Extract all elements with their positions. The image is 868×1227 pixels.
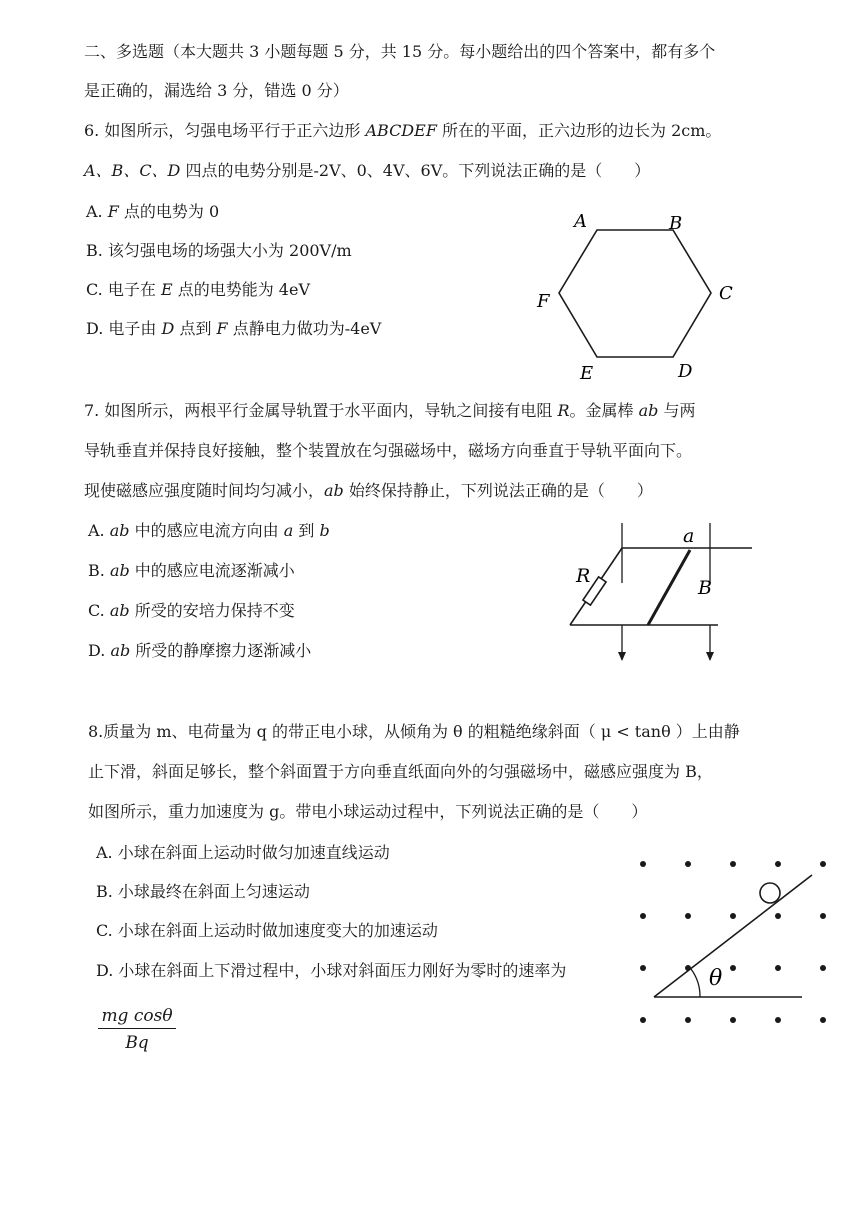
q8-answer-fraction: [98, 1006, 176, 1053]
label-a: A: [574, 211, 587, 232]
q6-stem-line1: 6. 如图所示，匀强电场平行于正六边形 ABCDEF 所在的平面，正六边形的边长为 2cm。: [84, 121, 722, 140]
fraction-numerator: mg cosθ: [98, 1006, 176, 1029]
q6-stem-line2: A、B、C、D 四点的电势分别是-2V、0、4V、6V。下列说法正确的是（ ）: [84, 161, 651, 180]
arrow-down-icon: [706, 652, 714, 661]
q7-rail-figure: [560, 515, 760, 665]
incline-surface: [654, 875, 812, 997]
q6-option-c: C. 电子在 E 点的电势能为 4eV: [86, 280, 311, 299]
section-title-line1: 二、多选题（本大题共 3 小题每题 5 分，共 15 分。每小题给出的四个答案中，都有多个: [84, 42, 716, 61]
label-theta: θ: [709, 966, 723, 991]
charged-ball: [760, 883, 780, 903]
metal-rod-ab: [648, 550, 690, 625]
label-b: B: [669, 213, 683, 234]
q8-option-a: A. 小球在斜面上运动时做匀加速直线运动: [96, 843, 390, 862]
fraction-denominator: Bq: [125, 1033, 149, 1053]
q8-stem-line3: 如图所示，重力加速度为 g。带电小球运动过程中，下列说法正确的是（ ）: [88, 802, 648, 821]
label-f: F: [537, 291, 550, 312]
label-e: E: [580, 363, 594, 384]
q8-option-d: D. 小球在斜面上下滑过程中，小球对斜面压力刚好为零时的速率为: [96, 961, 567, 980]
q8-stem-line2: 止下滑，斜面足够长，整个斜面置于方向垂直纸面向外的匀强磁场中，磁感应强度为 B，: [88, 762, 713, 781]
q7-option-a: A. ab 中的感应电流方向由 a 到 b: [88, 521, 330, 540]
q8-incline-figure: [630, 850, 840, 1040]
q6-hexagon-figure: [530, 205, 750, 385]
label-a: a: [683, 525, 695, 547]
q6-option-d: D. 电子由 D 点到 F 点静电力做功为-4eV: [86, 319, 382, 338]
q8-option-c: C. 小球在斜面上运动时做加速度变大的加速运动: [96, 921, 438, 940]
q6-option-b: B. 该匀强电场的场强大小为 200V/m: [86, 241, 352, 260]
q7-option-d: D. ab 所受的静摩擦力逐渐减小: [88, 641, 312, 660]
q7-stem-line2: 导轨垂直并保持良好接触，整个装置放在匀强磁场中，磁场方向垂直于导轨平面向下。: [84, 441, 693, 460]
label-d: D: [678, 361, 693, 382]
q6-option-a: A. F 点的电势为 0: [86, 202, 220, 221]
q8-stem-line1: 8.质量为 m、电荷量为 q 的带正电小球，从倾角为 θ 的粗糙绝缘斜面（ μ < tanθ ）上由静: [88, 722, 740, 741]
arrow-down-icon: [618, 652, 626, 661]
q7-option-c: C. ab 所受的安培力保持不变: [88, 601, 295, 620]
q7-option-b: B. ab 中的感应电流逐渐减小: [88, 561, 295, 580]
q7-stem-line3: 现使磁感应强度随时间均匀减小，ab 始终保持静止，下列说法正确的是（ ）: [84, 481, 653, 500]
label-r: R: [576, 565, 591, 587]
hexagon-shape: [559, 230, 711, 357]
label-c: C: [719, 283, 733, 304]
q8-option-b: B. 小球最终在斜面上匀速运动: [96, 882, 310, 901]
q7-stem-line1: 7. 如图所示，两根平行金属导轨置于水平面内，导轨之间接有电阻 R。金属棒 ab 与两: [84, 401, 696, 420]
section-title-line2: 是正确的，漏选给 3 分，错选 0 分）: [84, 81, 349, 100]
label-b: B: [698, 577, 712, 599]
angle-arc: [691, 969, 700, 997]
